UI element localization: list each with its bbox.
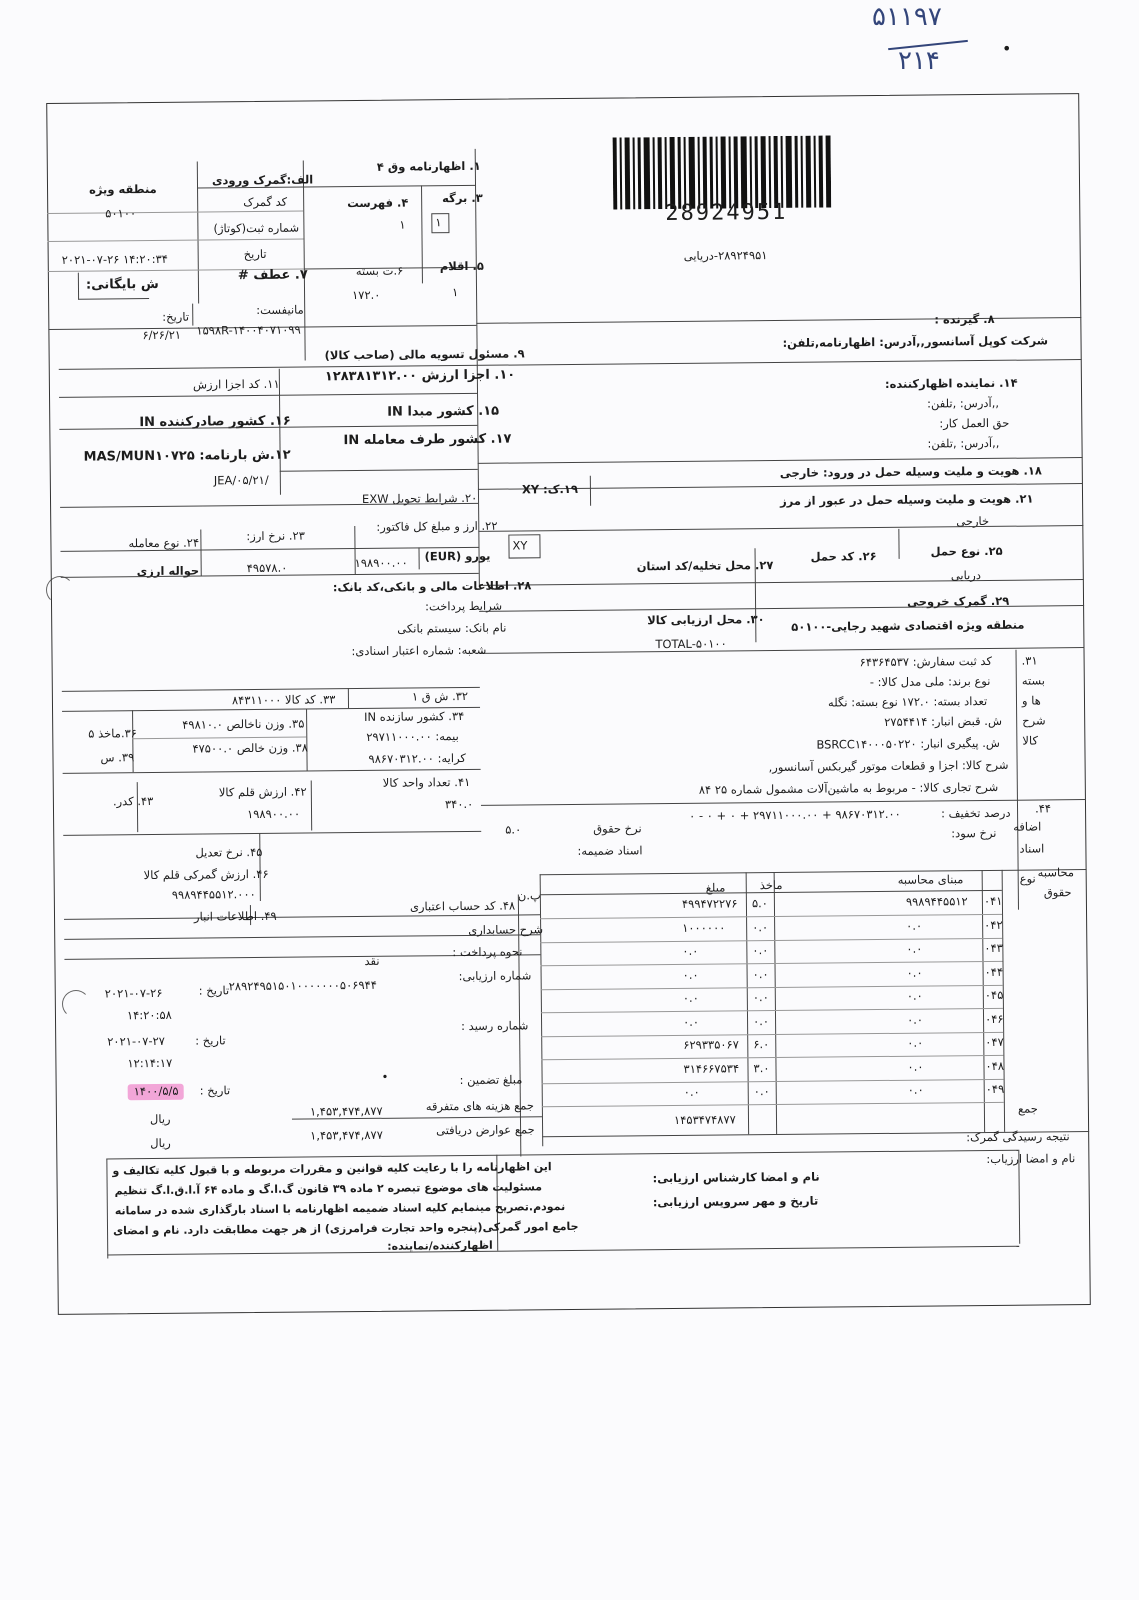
tax-row-code: ۰۴۴: [984, 964, 1004, 979]
total-value: ۱۴۵۳۴۷۴۸۷۷: [673, 1112, 736, 1128]
declaration-line-4: جامع امور گمرکی(پنجره واحد تجارت فرامرزی) از هر جهت مطابقت دارد. نام و امضای: [112, 1219, 579, 1238]
declaration-line-2: مسئولیت های موضوع تبصره ۲ ماده ۳۹ قانون گ.ا.گ و ماده ۶۴ آ.ا.ق.ا.گ تنظیم: [114, 1180, 543, 1198]
field-11-label: ۱۱. کد اجزا ارزش: [192, 376, 280, 392]
customs-code-value: ۵۰۱۰۰: [105, 206, 137, 221]
customs-declaration-form: [46, 93, 1091, 1315]
guarantee-amount-label: مبلغ تضمین :: [459, 1072, 523, 1088]
barcode-number: 28924951: [665, 199, 788, 227]
field-1-label: ۱. اظهارنامه وق ۴: [376, 158, 481, 174]
tax-row-code: ۰۴۶: [984, 1011, 1004, 1026]
field-16-label: ۱۶. کشور صادرکننده IN: [139, 413, 291, 431]
field-32-label: ۳۲. ش ق ۱: [411, 688, 469, 704]
goods-description: شرح کالا: اجزا و قطعات موتور گیربکس آسانسور,: [768, 757, 1009, 775]
assessment-place-value: TOTAL-۵۰۱۰۰: [655, 636, 727, 652]
field-15-label: ۱۵. کشور مبدا IN: [387, 403, 500, 420]
field-3-label: ۳. برگه: [442, 190, 483, 206]
tax-row-rate: ۰.۰: [753, 1084, 770, 1099]
duty-rate-label: نرخ حقوق: [593, 821, 642, 836]
rate-header: ماخذ: [759, 877, 783, 893]
package-count-value: ۱۷۲.۰: [351, 287, 381, 303]
field-41-label: ۴۱. تعداد واحد کالا: [382, 774, 471, 790]
field-39-label: ۳۹. س: [100, 750, 135, 765]
tax-row-amount: ۱۰۰۰۰۰۰: [682, 920, 726, 935]
assessment-date-value: ۲۰۲۱-۰۷-۲۶: [104, 985, 163, 1001]
field-5-label: ۵. اقلام: [439, 258, 484, 274]
tax-row-amount: ۰.۰: [682, 967, 699, 982]
field-12-label: ۱۲.ش بارنامه: MAS/MUN۱۰۷۲۵: [83, 447, 291, 465]
field-9-label: ۹. مسئول تسویه مالی (صاحب کالا): [324, 346, 525, 363]
item-side-label-4: کالا: [1022, 733, 1038, 748]
tax-row-rate: ۰.۰: [752, 990, 769, 1005]
valuation-formula: ۹۸۶۷۰۳۱۲.۰۰ + ۲۹۷۱۱۰۰۰.۰۰ + ۰ + ۰ - ۰: [689, 806, 901, 823]
declaration-line-3: نمودم.تصریح مینمایم کلیه اسناد ضمیمه اظهارنامه با اسناد بارگذاری شده در سامانه: [114, 1200, 566, 1218]
tax-row-amount: ۳۱۴۶۶۷۵۳۴: [683, 1060, 740, 1076]
field-30-label: ۳۰. محل ارزیابی کالا: [647, 612, 765, 628]
expert-signature-label: نام و امضا کارشناس ارزیابی:: [652, 1169, 820, 1186]
assessor-signature-label: نام و امضا ارزیاب:: [986, 1151, 1076, 1167]
field-17-label: ۱۷. کشور طرف معامله IN: [343, 431, 512, 449]
field-46-label: ۴۶. ارزش گمرکی قلم کالا: [143, 866, 269, 883]
unit-count-value: ۳۴۰.۰: [444, 796, 474, 812]
field-35-label: ۳۵. وزن ناخالص ۴۹۸۱۰.۰: [182, 716, 305, 732]
guarantee-date-value: ۱۴۰۰/۵/۵: [133, 1083, 179, 1099]
entry-customs-label: الف:گمرک ورودی: [211, 172, 314, 188]
received-duties-value: ۱,۴۵۳,۴۷۴,۸۷۷: [310, 1127, 383, 1143]
assessment-time-value: ۱۴:۲۰:۵۸: [126, 1007, 172, 1023]
warehouse-receipt: ش. قبض انبار: ۲۷۵۴۴۱۴: [884, 713, 1003, 729]
broker-label: حق العمل کار:: [939, 415, 1010, 431]
field-20-label: ۲۰. شرایط تحویل EXW: [361, 490, 478, 506]
payment-method-value: نقد: [364, 953, 380, 968]
branch-label: شعبه: شماره اعتبار اسنادی:: [351, 642, 487, 659]
customs-result-label: نتیجه رسیدگی گمرک:: [966, 1129, 1070, 1145]
assessment-number-label: شماره ارزیابی:: [458, 968, 532, 984]
tax-row-base: ۰.۰: [907, 1082, 924, 1097]
declarant-signature-label: اظهارکننده/نماینده:: [387, 1238, 493, 1253]
manifest-value: ۱۵۹۸R-۱۴۰۰۴۰۷۱۰۹۹: [196, 322, 301, 338]
field-8-label: ۸. گیرنده :: [934, 311, 995, 327]
tax-row-amount: ۴۹۹۴۷۲۲۷۶: [681, 896, 738, 911]
brand-model: نوع برند: ملی مدل کالا: -: [869, 673, 991, 690]
field-10-label: ۱۰. اجزا ارزش ۱۲۸۳۸۱۳۱۲.۰۰: [324, 367, 516, 385]
tax-row-rate: ۰.۰: [752, 966, 769, 981]
warehouse-tracking: ش. پیگیری انبار: BSRCC۱۴۰۰۰۵۰۲۲۰: [816, 735, 1000, 752]
payment-terms-label: شرایط پرداخت:: [424, 598, 503, 614]
tax-row-rate: ۶.۰: [753, 1037, 770, 1052]
tax-row-rate: ۵.۰: [751, 896, 769, 911]
order-code: کد ثبت سفارش: ۶۴۳۶۴۵۳۷: [859, 653, 992, 670]
field-44-extra: اضافه: [1013, 819, 1042, 834]
declaration-number: ۲۸۹۲۴۹۵۱-دریایی: [683, 248, 768, 263]
tax-row-amount: ۰.۰: [682, 1014, 700, 1029]
field-27-label: ۲۷. محل تخلیه/کد استان: [636, 558, 774, 574]
border-vehicle-value: خارجی: [956, 513, 990, 529]
base-header: مبنای محاسبه: [897, 872, 964, 887]
field-36-label: ۳۶.ماخذ ۵: [88, 726, 137, 741]
type-header: نوع: [1019, 871, 1036, 886]
transport-mode-value: دریایی: [950, 568, 982, 583]
attached-documents-label: اسناد ضمیمه:: [577, 843, 643, 858]
field-44-docs: اسناد: [1019, 841, 1045, 856]
misc-costs-value: ۱,۴۵۳,۴۷۴,۸۷۷: [309, 1103, 383, 1119]
item-side-label-1: بسته: [1021, 673, 1045, 688]
tax-row-amount: ۶۲۹۳۳۵۰۶۷: [683, 1037, 739, 1052]
archive-number-label: ش بایگانی:: [85, 276, 159, 293]
accounting-description-label: شرح حسابداری: [468, 922, 544, 937]
bill-of-lading-suffix: /JEA/۰۵/۲۱: [213, 472, 269, 488]
discount-label: درصد تخفیف :: [941, 805, 1011, 821]
tax-row-code: ۰۴۳: [984, 940, 1003, 956]
exchange-rate-value: ۴۹۵۷۸.۰: [246, 560, 288, 576]
receipt-date-label: تاریخ :: [195, 1033, 226, 1048]
manifest-date-value: ۶/۲۶/۲۱: [142, 327, 182, 343]
customs-value: ۹۹۸۹۴۴۵۵۱۲.۰۰۰: [171, 887, 256, 902]
tax-row-rate: ۰.۰: [752, 919, 769, 934]
insurance-value: بیمه: ۲۹۷۱۱۰۰۰.۰۰: [366, 729, 459, 744]
tax-row-rate: ۰.۰: [752, 943, 769, 958]
received-duties-label: جمع عوارض دریافتی: [436, 1122, 535, 1138]
tax-row-base: ۹۹۸۹۴۴۵۵۱۲: [905, 894, 968, 909]
payment-method-label: نحوه پرداخت :: [452, 944, 523, 960]
registration-number-label: شماره ثبت(کوتاژ): [213, 220, 300, 236]
barcode-image: [613, 135, 832, 209]
sheet-value: ۱: [435, 215, 442, 230]
field-6-label: ۶.ت بسته: [355, 263, 404, 279]
handwritten-dot: •: [1002, 39, 1012, 58]
currency-value: یورو (EUR): [424, 548, 491, 564]
field-48-label: ۴۸. کد حساب اعتباری: [409, 898, 516, 914]
field-19-label: ۱۹.ک: XY: [521, 481, 579, 497]
exit-customs-value: منطقه ویژه اقتصادی شهید رجایی-۵۰۱۰۰: [791, 617, 1025, 634]
field-45-label: ۴۵. نرخ تعدیل: [195, 844, 263, 860]
rule: [418, 547, 419, 569]
field-42-label: ۴۲. ارزش قلم کالا: [218, 784, 307, 800]
tax-row-code: ۰۴۷: [985, 1034, 1004, 1050]
field-7-label: ۷. عطف #: [237, 267, 308, 284]
transport-nationality-value: XY: [512, 538, 528, 553]
tax-row-base: ۰.۰: [906, 988, 923, 1003]
rule: [348, 688, 349, 708]
dot-mark: •: [381, 1069, 389, 1084]
assessment-date-label: تاریخ :: [198, 983, 230, 998]
date-value: ۱۴:۲۰:۳۴ ۲۰۲۱-۰۷-۲۶: [61, 251, 168, 267]
assessment-number-value: ۲۸۹۲۴۹۵۱۵۰۱۰۰۰۰۰۰۰۵۰۶۹۴۴: [228, 977, 378, 994]
tax-row-code: ۰۴۱: [983, 893, 1003, 909]
field-18-label: ۱۸. هویت و ملیت وسیله حمل در ورود: خارجی: [779, 463, 1042, 480]
item-value: ۱۹۸۹۰۰.۰۰: [246, 806, 301, 822]
tax-row-code: ۰۴۸: [985, 1058, 1005, 1073]
field-26-label: ۲۶. کد حمل: [810, 549, 877, 564]
field-14-label: ۱۴. نماینده اظهارکننده:: [884, 375, 1018, 391]
total-label: جمع: [1017, 1101, 1038, 1116]
tax-row-amount: ۰.۰: [683, 1084, 700, 1099]
tax-row-base: ۰.۰: [906, 918, 923, 933]
receipt-date-value: ۲۰۲۱-۰۷-۲۷: [107, 1033, 166, 1049]
freight-value: کرایه: ۹۸۶۷۰۳۱۲.۰۰: [368, 750, 466, 766]
declaration-line-1: این اظهارنامه را با رعایت کلیه قوانین و مقررات مربوطه و با قبول کلیه تکالیف و: [112, 1160, 552, 1178]
tax-row-amount: ۰.۰: [682, 990, 699, 1005]
transaction-type-value: حواله ارزی: [136, 563, 200, 579]
tax-row-amount: ۰.۰: [682, 943, 699, 958]
tax-row-base: ۰.۰: [907, 1059, 924, 1074]
item-side-label-3: شرح: [1022, 713, 1046, 728]
zone-label: منطقه ویژه: [88, 181, 157, 197]
tax-row-base: ۰.۰: [906, 965, 923, 980]
currency-unit-1: ریال: [149, 1111, 171, 1127]
invoice-amount-value: ۱۹۸۹۰۰.۰۰: [354, 555, 408, 571]
items-value: ۱: [451, 285, 459, 300]
manifest-label: مانیفست:: [256, 302, 304, 317]
field-21-label: ۲۱. هویت و ملیت وسیله حمل در عبور از مرز: [779, 491, 1034, 508]
rule: [192, 304, 193, 326]
profit-rate-label: نرخ سود:: [951, 825, 997, 841]
commercial-description: شرح تجاری کالا: - مربوط به ماشین‌آلات مشمول شماره ۲۵ ۸۴: [698, 779, 999, 797]
duty-rate-value: ۵.۰: [505, 822, 522, 837]
receipt-time-value: ۱۲:۱۴:۱۷: [127, 1055, 173, 1071]
handwritten-number-top: ۵۱۱۹۷: [872, 2, 942, 32]
field-43-label: ۴۳. کدر.: [112, 793, 154, 809]
broker-address: ,,آدرس: ,تلفن:: [927, 435, 1000, 451]
pn-header: پ.ن: [517, 888, 541, 903]
list-value: ۱: [399, 217, 406, 232]
tax-row-rate: ۳.۰: [753, 1060, 770, 1075]
calc-header: محاسبه: [1037, 865, 1075, 880]
tax-row-rate: ۰.۰: [752, 1013, 770, 1028]
item-side-label-2: ها و: [1021, 693, 1041, 708]
misc-costs-label: جمع هزینه های متفرقه: [425, 1098, 535, 1114]
tax-row-code: ۰۴۵: [984, 987, 1004, 1003]
field-38-label: ۳۸. وزن خالص ۴۷۵۰۰.۰: [192, 740, 308, 756]
field-29-label: ۲۹. گمرک خروجی: [906, 593, 1010, 609]
tax-row-code: ۰۴۲: [984, 917, 1003, 932]
field-44-label: ۴۴.: [1034, 801, 1052, 816]
tax-row-base: ۰.۰: [906, 941, 923, 956]
amount-header: مبلغ: [705, 880, 726, 895]
field-22-label: ۲۲. ارز و مبلغ کل فاکتور:: [376, 518, 498, 534]
currency-unit-2: ریال: [150, 1135, 171, 1151]
field-25-label: ۲۵. نوع حمل: [930, 543, 1003, 559]
field-34-label: ۳۴. کشور سازنده IN: [364, 709, 465, 724]
field-28-label: ۲۸. اطلاعات مالی و بانکی،کد بانک:: [332, 578, 532, 595]
date-label: تاریخ: [243, 246, 267, 262]
tax-row-base: ۰.۰: [907, 1035, 924, 1050]
bank-name: نام بانک: سیستم بانکی: [397, 620, 507, 636]
field-49-label: ۴۹. اطلاعات انبار: [193, 908, 277, 924]
handwritten-number-bottom: ۲۱۴: [898, 46, 940, 76]
field-4-label: ۴. فهرست: [347, 195, 409, 211]
field-33-label: ۳۳. کد کالا ۸۴۳۱۱۰۰۰: [231, 692, 336, 708]
agent-address: ,,آدرس: ,تلفن:: [927, 395, 1000, 411]
duty-header: حقوق: [1043, 885, 1072, 900]
field-23-label: ۲۳. نرخ ارز:: [246, 528, 305, 544]
manifest-date-label: تاریخ:: [162, 309, 190, 324]
consignee-value: شرکت کوپل آسانسور,,آدرس: اظهارنامه,تلفن:: [782, 333, 1049, 350]
receipt-number-label: شماره رسید :: [461, 1018, 529, 1034]
customs-code-label: کد گمرک: [243, 194, 288, 210]
tax-row-code: ۰۴۹: [985, 1081, 1005, 1097]
field-31-label: ۳۱.: [1021, 653, 1038, 668]
package-info: تعداد بسته: ۱۷۲.۰ نوع بسته: نگله: [827, 693, 988, 710]
guarantee-date-label: تاریخ :: [199, 1083, 231, 1098]
tax-row-base: ۰.۰: [906, 1012, 924, 1027]
service-stamp-label: تاریخ و مهر سرویس ارزیابی:: [652, 1193, 819, 1210]
field-24-label: ۲۴. نوع معامله: [128, 535, 200, 551]
